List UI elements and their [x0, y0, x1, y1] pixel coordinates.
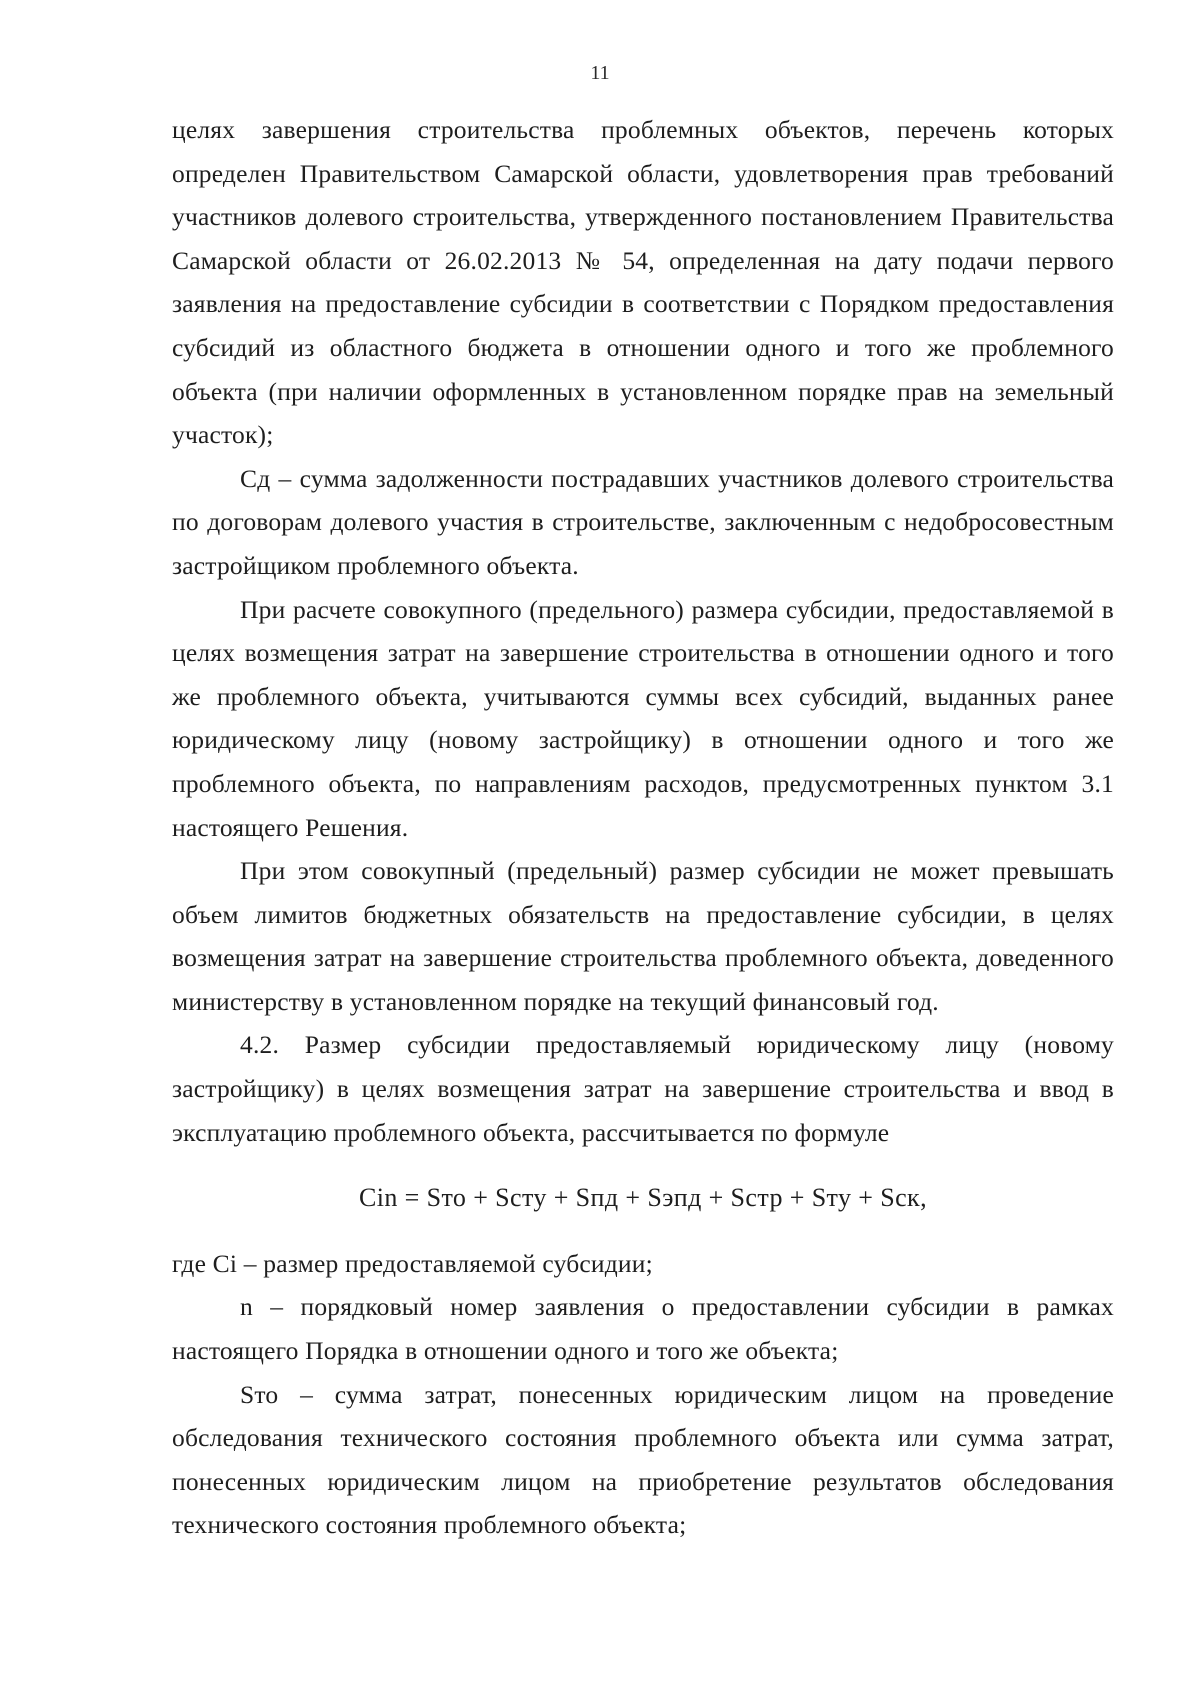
paragraph-limit: При этом совокупный (предельный) размер субсидии не может превышать объем лимитов бюджетных обязательств на предоставление субсидии, в целях возмещения затрат на завершение строительства проблемного объекта, доведенного министерству в установленном порядке на текущий финансовый год. — [172, 856, 1114, 1016]
page-number: 11 — [590, 62, 610, 84]
paragraph-sd-definition: Сд – сумма задолженности пострадавших участников долевого строительства по договорам долевого участия в строительстве, заключенным с недобросовестным застройщиком проблемного объекта. — [172, 463, 1114, 580]
subsidy-formula: Cin = Sто + Sсту + Sпд + Sэпд + Sстр + Sту + Sск, — [359, 1183, 927, 1213]
paragraph-n-definition: n – порядковый номер заявления о предоставлении субсидии в рамках настоящего Порядка в отношении одного и того же объекта; — [172, 1292, 1114, 1366]
document-body — [172, 108, 1114, 1547]
paragraph-ci-definition: где Ci – размер предоставляемой субсидии; — [172, 1248, 653, 1278]
paragraph-continuation: целях завершения строительства проблемных объектов, перечень которых определен Правительством Самарской области, удовлетворения прав требований участников долевого строительства, утвержденного постановлением Правительства Самарской области от 26.02.2013 № 54, определенная на дату подачи первого заявления на предоставление субсидии в соответствии с Порядком предоставления субсидий из областного бюджета в отношении одного и того же проблемного объекта (при наличии оформленных в установленном порядке прав на земельный участок); — [172, 115, 1114, 450]
paragraph-sto-definition: Sто – сумма затрат, понесенных юридическим лицом на проведение обследования технического состояния проблемного объекта или сумма затрат, понесенных юридическим лицом на приобретение результатов обследования технического состояния проблемного объекта; — [172, 1379, 1114, 1540]
paragraph-4-2: 4.2. Размер субсидии предоставляемый юридическому лицу (новому застройщику) в целях возмещения затрат на завершение строительства и ввод в эксплуатацию проблемного объекта, рассчитывается по формуле — [172, 1030, 1114, 1147]
paragraph-calculation: При расчете совокупного (предельного) размера субсидии, предоставляемой в целях возмещения затрат на завершение строительства в отношении одного и того же проблемного объекта, учитываются суммы всех субсидий, выданных ранее юридическому лицу (новому застройщику) в отношении одного и того же проблемного объекта, по направлениям расходов, предусмотренных пунктом 3.1 настоящего Решения. — [172, 594, 1114, 842]
